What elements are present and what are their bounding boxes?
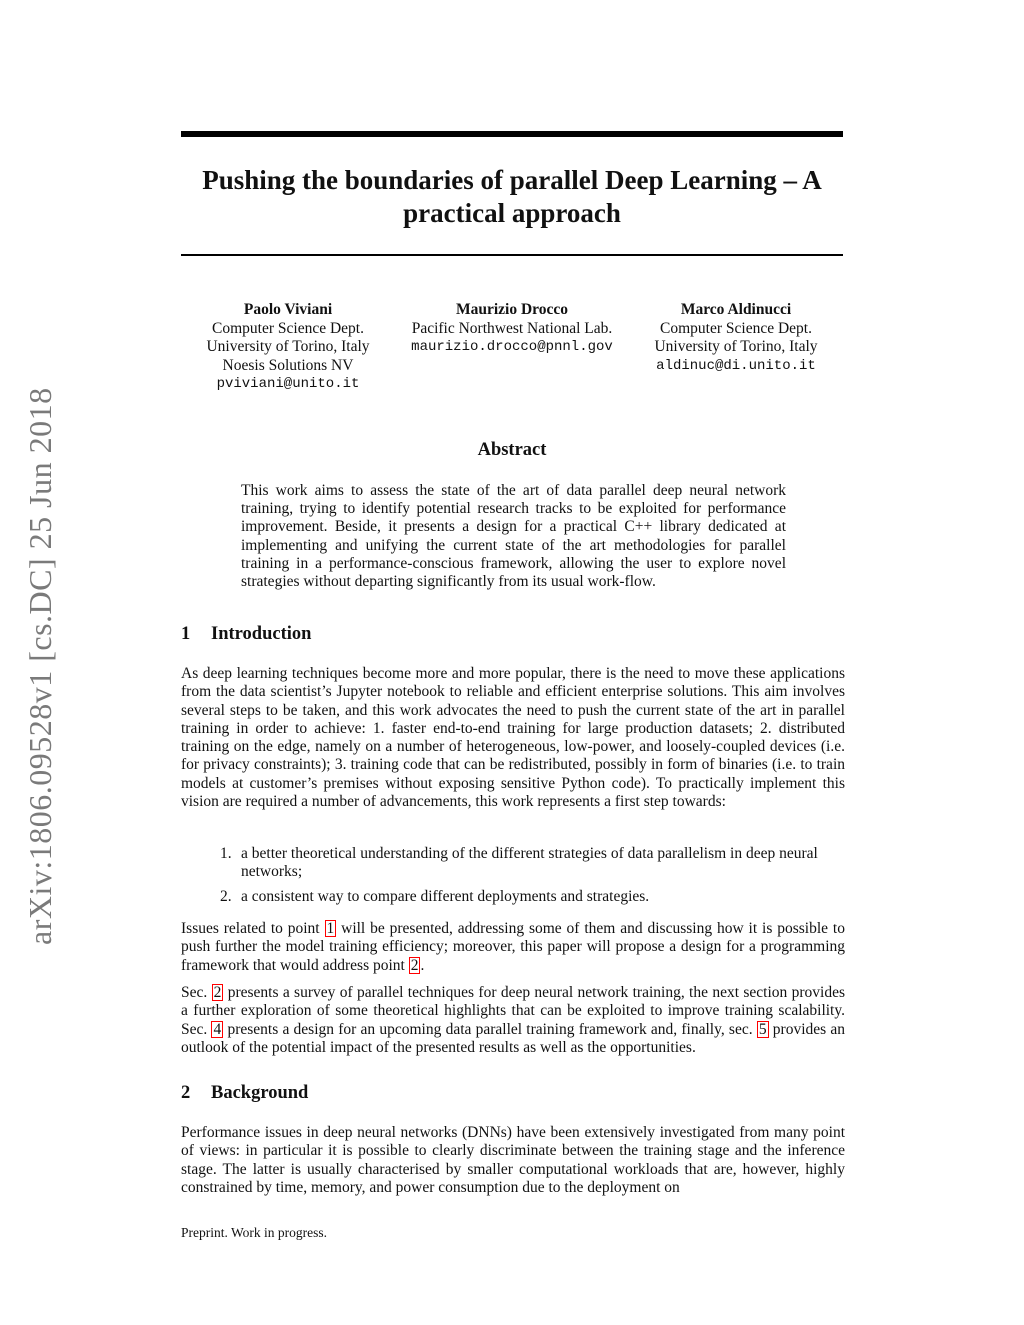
section-title: Background [211, 1083, 309, 1103]
list-item-text: a consistent way to compare different deployments and strategies. [241, 887, 650, 905]
author-block [393, 301, 631, 357]
arxiv-identifier: arXiv:1806.09528v1 [cs.DC] 25 Jun 2018 [22, 387, 58, 945]
author-affiliation: Pacific Northwest National Lab. [411, 319, 613, 337]
reference-link[interactable]: 4 [213, 1020, 222, 1038]
paragraph-text: provides an outlook of the potential impact of the presented results as well as the opportunities. [181, 1020, 846, 1056]
contribution-list [220, 845, 845, 912]
title-rule-top [181, 131, 843, 137]
author-affiliation: University of Torino, Italy [654, 338, 818, 355]
paragraph-text: presents a design for an upcoming data parallel training framework and, finally, sec. [223, 1020, 757, 1038]
author-affiliation: Computer Science Dept. [660, 319, 812, 337]
section-heading-introduction [181, 624, 311, 645]
author-block [188, 301, 388, 394]
background-paragraph-1: Performance issues in deep neural networks (DNNs) have been extensively investigated from many point of views: in particular it is possible to clearly discriminate between the training stage and the inference stage. The latter is usually characterised by smaller computational workloads that are, however, highly constrained by time, memory, and power consumption due to the deployment on [181, 1124, 845, 1196]
author-name: Maurizio Drocco [455, 301, 569, 318]
author-affiliation: University of Torino, Italy [206, 338, 370, 355]
paragraph-text: . [420, 956, 425, 974]
list-item-text: a better theoretical understanding of the different strategies of data parallelism in deep neural networks; [241, 845, 818, 881]
intro-paragraph-3 [181, 984, 845, 1057]
list-item [220, 888, 845, 906]
reference-link[interactable]: 5 [758, 1020, 767, 1038]
author-affiliation: Computer Science Dept. [212, 319, 364, 337]
paragraph-text: Issues related to point [181, 920, 325, 937]
reference-link[interactable]: 2 [213, 984, 222, 1001]
title-rule-bottom [181, 254, 843, 256]
author-block [636, 301, 836, 375]
paragraph-text: Sec. [181, 984, 212, 1001]
list-item-number: 1. [220, 845, 232, 862]
intro-paragraph-1: As deep learning techniques become more and more popular, there is the need to move these applications from the data scientist’s Jupyter notebook to reliable and efficient enterprise solutions. This aim involves several steps to be taken, and this work advocates the need to push the current state of the art in parallel training in order to achieve: 1. faster end-to-end training for large production datasets; 2. distributed training on the edge, namely on a number of heterogeneous, low-power, and loosely-coupled devices (i.e. for privacy constraints); 3. training code that can be redistributed, possibly in form of binaries (i.e. to train models at customer’s premises without exposing sensitive Python code). To practically implement this vision are required a number of advancements, this work represents a first step towards: [181, 665, 845, 811]
section-number: 1 [181, 624, 191, 644]
author-email: maurizio.drocco@pnnl.gov [411, 339, 613, 355]
reference-link[interactable]: 2 [410, 956, 419, 974]
intro-paragraph-2 [181, 920, 845, 975]
abstract-text: This work aims to assess the state of the art of data parallel deep neural network training, trying to identify potential research tracks to be exploited for performance improvement. Beside, it presents a design for a practical C++ library dedicated at implementing and unifying the current state of the art methodologies for parallel training in a performance-conscious framework, allowing the user to explore novel strategies without departing significantly from its usual work-flow. [241, 482, 786, 591]
paragraph-text: presents a survey of parallel techniques for deep neural network training, the next section provides a further exploration of some theoretical highlights that can be exploited to improve training scalability. Sec. [181, 984, 845, 1038]
author-email: pviviani@unito.it [216, 376, 360, 392]
author-name: Paolo Viviani [243, 301, 333, 318]
reference-link[interactable]: 1 [326, 920, 335, 937]
section-number: 2 [181, 1083, 191, 1103]
author-affiliation: Noesis Solutions NV [222, 356, 354, 374]
section-heading-background [181, 1083, 308, 1104]
list-item-number: 2. [220, 887, 232, 905]
paper-title: Pushing the boundaries of parallel Deep Learning – A practical approach [202, 165, 822, 228]
author-email: aldinuc@di.unito.it [656, 357, 816, 374]
section-title: Introduction [211, 624, 312, 644]
abstract-heading: Abstract [477, 440, 547, 460]
footer-note: Preprint. Work in progress. [181, 1225, 328, 1240]
author-name: Marco Aldinucci [680, 301, 792, 318]
paragraph-text: will be presented, addressing some of them and discussing how it is possible to push further the model training efficiency; moreover, this paper will propose a design for a programming framework that would address point [181, 920, 845, 974]
list-item [220, 845, 845, 882]
